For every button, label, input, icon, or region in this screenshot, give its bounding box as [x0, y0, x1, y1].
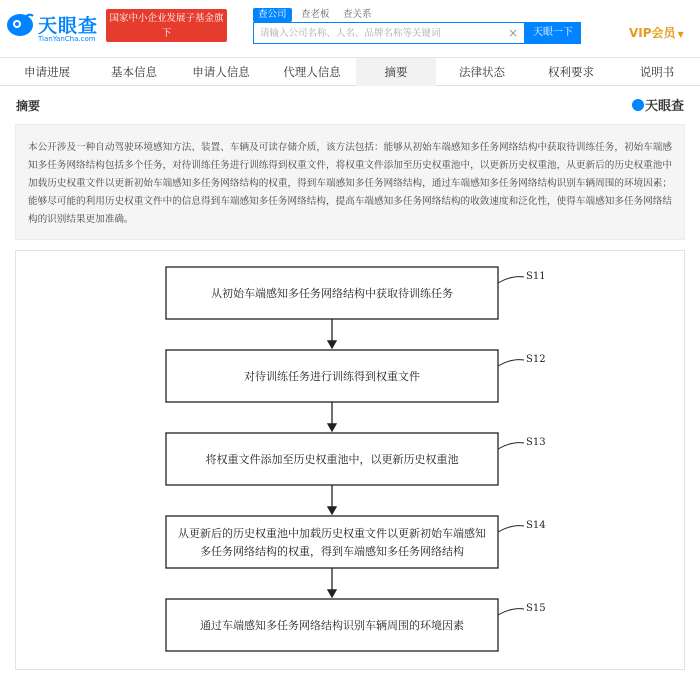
flowchart-label-leader: [498, 526, 524, 532]
vip-label: VIP会员: [629, 26, 676, 40]
tab-application-progress[interactable]: 申请进展: [24, 65, 70, 79]
tab-abstract[interactable]: 摘要: [356, 58, 436, 86]
flowchart-step-label: S15: [526, 603, 546, 614]
clear-icon[interactable]: ×: [507, 26, 518, 40]
flowchart-step-label: S11: [526, 271, 546, 282]
search-button[interactable]: 天眼一下: [525, 22, 581, 44]
abstract-figure: [15, 250, 685, 670]
flowchart-step-text: 对待训练任务进行训练得到权重文件: [244, 370, 420, 383]
logo-eye-icon: [632, 99, 644, 111]
flowchart-step-text: 将权重文件添加至历史权重池中，以更新历史权重池: [205, 453, 459, 466]
flowchart: [16, 251, 686, 671]
flowchart-step-box: [166, 516, 498, 568]
logo-url: TianYanCha.com: [38, 35, 96, 43]
flowchart-label-leader: [498, 609, 524, 615]
flowchart-step-text: 多任务网络结构的权重，得到车端感知多任务网络结构: [200, 545, 464, 558]
tab-description[interactable]: 说明书: [639, 65, 675, 79]
official-badge: [106, 9, 227, 54]
badge-line-2: 官方备案企业征信机构: [118, 43, 214, 54]
top-header: [0, 0, 700, 58]
site-logo[interactable]: [6, 9, 101, 49]
abstract-text: 本公开涉及一种自动驾驶环境感知方法、装置、车辆及可读存储介质，该方法包括：能够从初始车端感知多任务网络结构中获取待训练任务，初始车端感知多任务网络结构包括多个任务，对待训练任务进行训练得到权重文件，将权重文件添加至历史权重池中，以更新历史权重池，从更新后的历史权重池中加载历史权重文件以更新初始车端感知多任务网络结构的权重，得到车端感知多任务网络结构，通过车端感知多任务网络结构识别车辆周围的环境因素；能够尽可能的利用历史权重文件中的信息得到车端感知多任务网络结构，提高车端感知多任务网络结构的收敛速度和泛化性，使得车端感知多任务网络结构的识别结果更加准确。: [15, 124, 685, 240]
watermark-text: 天眼查: [645, 99, 685, 114]
flowchart-step-text: 从更新后的历史权重池中加载历史权重文件以更新初始车端感知: [178, 527, 486, 540]
brand-watermark: [632, 95, 684, 114]
tab-claims[interactable]: 权利要求: [548, 65, 594, 79]
flowchart-label-leader: [498, 277, 524, 283]
flowchart-label-leader: [498, 360, 524, 366]
chevron-down-icon: ▼: [677, 30, 684, 39]
section-title: 摘要: [16, 99, 41, 113]
search-tab-relation[interactable]: 查关系: [343, 9, 372, 20]
tab-agent-info[interactable]: 代理人信息: [283, 65, 341, 79]
tab-applicant-info[interactable]: 申请人信息: [192, 65, 250, 79]
flowchart-step-text: 通过车端感知多任务网络结构识别车辆周围的环境因素: [200, 619, 464, 632]
flowchart-step-label: S12: [526, 354, 546, 365]
search-tab-company[interactable]: 查公司: [253, 8, 292, 22]
logo-text: 天眼查: [38, 15, 99, 37]
patent-nav-tabs: [0, 58, 700, 86]
logo-eye-icon: [6, 11, 34, 37]
search-tab-boss[interactable]: 查老板: [301, 9, 330, 20]
flowchart-step-label: S14: [526, 520, 546, 531]
flowchart-step-label: S13: [526, 437, 546, 448]
search-input[interactable]: [260, 23, 500, 43]
vip-member-link[interactable]: [629, 24, 684, 41]
badge-line-1: 国家中小企业发展子基金旗下: [109, 13, 224, 39]
tab-legal-status[interactable]: 法律状态: [459, 65, 505, 79]
flowchart-step-text: 从初始车端感知多任务网络结构中获取待训练任务: [211, 287, 453, 300]
flowchart-label-leader: [498, 443, 524, 449]
search-box: [253, 22, 525, 44]
tab-basic-info[interactable]: 基本信息: [111, 65, 157, 79]
